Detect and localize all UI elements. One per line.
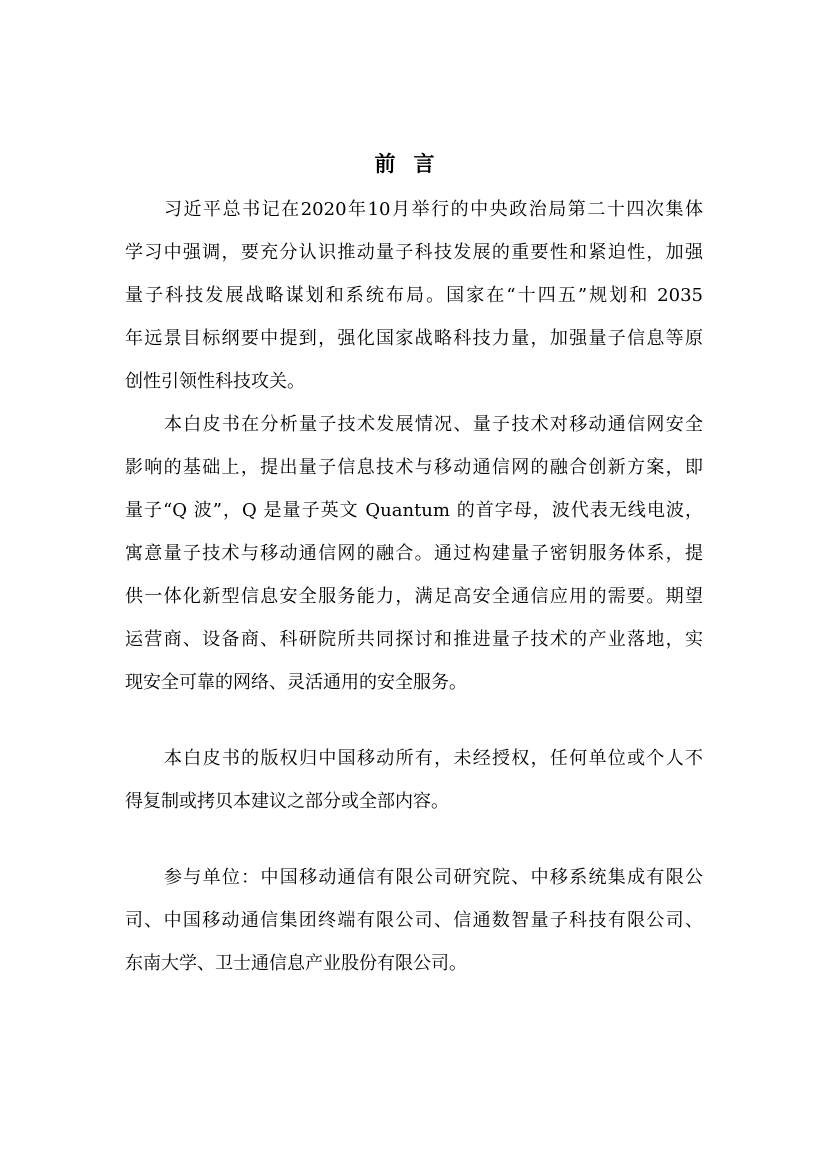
text-line: 供一体化新型信息安全服务能力，满足高安全通信应用的需要。期望 [125, 586, 703, 607]
text-line: 习近平总书记在2020年10月举行的中央政治局第二十四次集体 [164, 199, 703, 220]
page-title: 前言 [374, 152, 453, 176]
text-line: 东南大学、卫士通信息产业股份有限公司。 [125, 953, 467, 974]
text-line: 现安全可靠的网络、灵活通用的安全服务。 [125, 672, 467, 693]
text-line: 运营商、设备商、科研院所共同探讨和推进量子技术的产业落地，实 [125, 629, 703, 650]
text-line: 量子“Q 波”，Q 是量子英文 Quantum 的首字母，波代表无线电波， [125, 500, 703, 521]
text-line: 量子科技发展战略谋划和系统布局。国家在“十四五”规划和 2035 [125, 285, 703, 306]
text-line: 年远景目标纲要中提到，强化国家战略科技力量，加强量子信息等原 [125, 328, 703, 349]
text-line: 司、中国移动通信集团终端有限公司、信通数智量子科技有限公司、 [125, 910, 703, 931]
text-line: 创性引领性科技攻关。 [125, 371, 305, 392]
text-line: 本白皮书在分析量子技术发展情况、量子技术对移动通信网安全 [164, 414, 703, 435]
text-line: 学习中强调，要充分认识推动量子科技发展的重要性和紧迫性，加强 [125, 242, 703, 263]
text-line: 影响的基础上，提出量子信息技术与移动通信网的融合创新方案，即 [125, 457, 703, 478]
text-line: 寓意量子技术与移动通信网的融合。通过构建量子密钥服务体系，提 [125, 543, 703, 564]
text-line: 得复制或拷贝本建议之部分或全部内容。 [125, 791, 449, 812]
text-line: 本白皮书的版权归中国移动所有，未经授权，任何单位或个人不 [164, 748, 703, 769]
text-line: 参与单位：中国移动通信有限公司研究院、中移系统集成有限公 [164, 867, 703, 888]
